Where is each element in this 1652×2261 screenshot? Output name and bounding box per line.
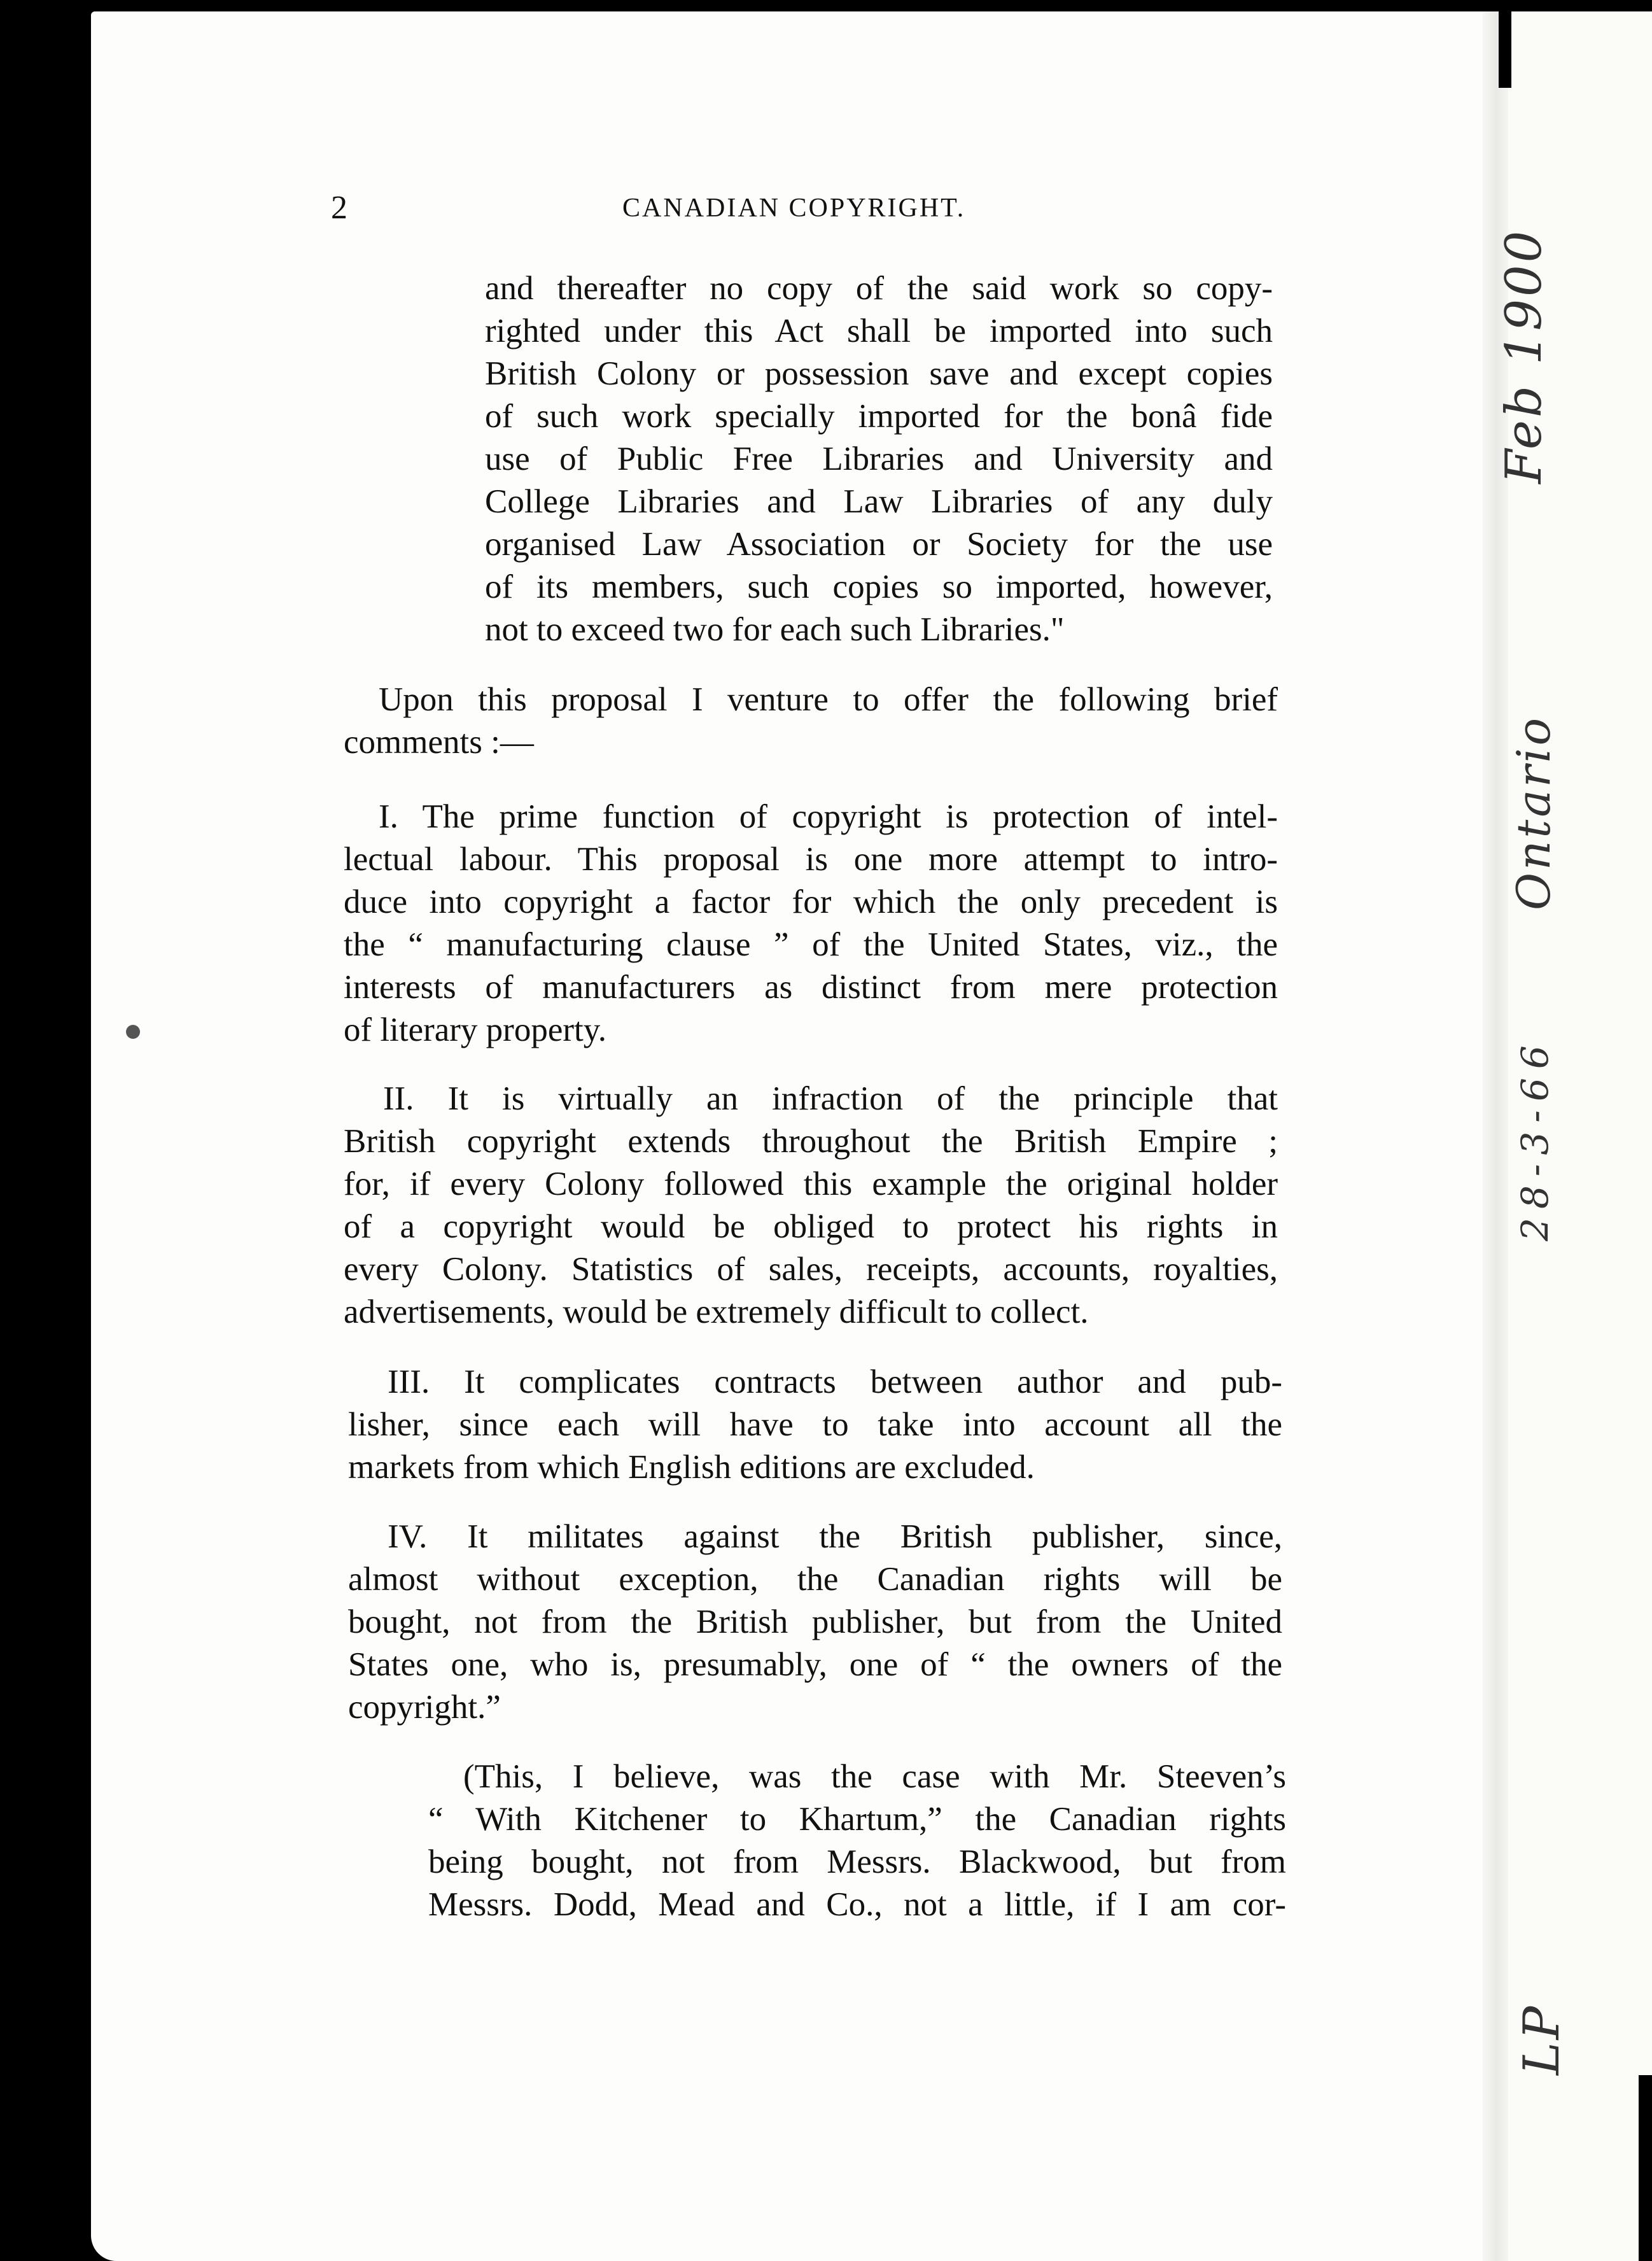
text-line: (This, I believe, was the case with Mr. Steeven’s: [463, 1758, 1286, 1795]
text-line: copyright.”: [348, 1689, 501, 1726]
text-line: “ With Kitchener to Khartum,” the Canadian rights: [428, 1801, 1286, 1838]
text-line: College Libraries and Law Libraries of any duly: [485, 483, 1273, 520]
bottom-right-notch: [1639, 2075, 1652, 2261]
text-line: advertisements, would be extremely difficult to collect.: [344, 1293, 1089, 1330]
text-line: Messrs. Dodd, Mead and Co., not a little, if I am cor-: [428, 1886, 1286, 1923]
text-line: British copyright extends throughout the British Empire ;: [344, 1123, 1278, 1160]
text-line: of literary property.: [344, 1011, 607, 1048]
handwritten-province-note: Ontario: [1507, 715, 1560, 910]
page-number: 2: [331, 190, 349, 226]
text-line: British Colony or possession save and except copies: [485, 355, 1273, 392]
quoted-clause: [485, 267, 1273, 651]
text-line: use of Public Free Libraries and University and: [485, 440, 1273, 477]
top-notch: [1499, 11, 1511, 88]
text-line: interests of manufacturers as distinct from mere protection: [344, 969, 1278, 1006]
handwritten-date-note: Feb 1900: [1495, 228, 1553, 484]
text-line: every Colony. Statistics of sales, receipts, accounts, royalties,: [344, 1251, 1278, 1288]
handwritten-initials-note: LP: [1513, 2003, 1571, 2075]
paragraph-iv: [348, 1516, 1282, 1729]
text-line: of its members, such copies so imported, however,: [485, 568, 1273, 605]
text-line: III. It complicates contracts between author and pub-: [388, 1363, 1282, 1400]
text-line: comments :—: [344, 724, 534, 761]
text-line: IV. It militates against the British publisher, since,: [388, 1518, 1282, 1555]
text-line: markets from which English editions are excluded.: [348, 1449, 1035, 1486]
left-edge-spot: [126, 1025, 140, 1039]
text-line: duce into copyright a factor for which the only precedent is: [344, 884, 1278, 920]
parenthetical-paragraph: [428, 1756, 1286, 1926]
paragraph-iii: [348, 1361, 1282, 1489]
text-line: and thereafter no copy of the said work so copy-: [485, 270, 1273, 307]
intro-paragraph: [344, 679, 1278, 764]
text-line: II. It is virtually an infraction of the principle that: [383, 1080, 1278, 1117]
running-title: CANADIAN COPYRIGHT.: [622, 194, 966, 223]
text-line: of such work specially imported for the bonâ fide: [485, 398, 1273, 435]
paragraph-ii: [344, 1078, 1278, 1334]
text-line: States one, who is, presumably, one of “ the owners of the: [348, 1646, 1282, 1683]
text-line: bought, not from the British publisher, but from the United: [348, 1603, 1282, 1640]
text-line: lisher, since each will have to take into account all the: [348, 1406, 1282, 1443]
text-line: Upon this proposal I venture to offer the following brief: [379, 681, 1278, 718]
text-line: righted under this Act shall be imported into such: [485, 313, 1273, 349]
text-line: I. The prime function of copyright is protection of intel-: [379, 798, 1278, 835]
text-line: almost without exception, the Canadian rights will be: [348, 1561, 1282, 1598]
handwritten-number-note: 28-3-66: [1513, 1036, 1557, 1241]
paragraph-i: [344, 796, 1278, 1052]
left-edge-shadow: [0, 1171, 25, 1248]
text-line: not to exceed two for each such Libraries.": [485, 611, 1065, 648]
text-line: of a copyright would be obliged to protect his rights in: [344, 1208, 1278, 1245]
text-line: organised Law Association or Society for the use: [485, 526, 1273, 563]
text-line: for, if every Colony followed this example the original holder: [344, 1166, 1278, 1202]
text-line: lectual labour. This proposal is one more attempt to intro-: [344, 841, 1278, 878]
text-line: the “ manufacturing clause ” of the United States, viz., the: [344, 926, 1278, 963]
text-line: being bought, not from Messrs. Blackwood, but from: [428, 1843, 1286, 1880]
